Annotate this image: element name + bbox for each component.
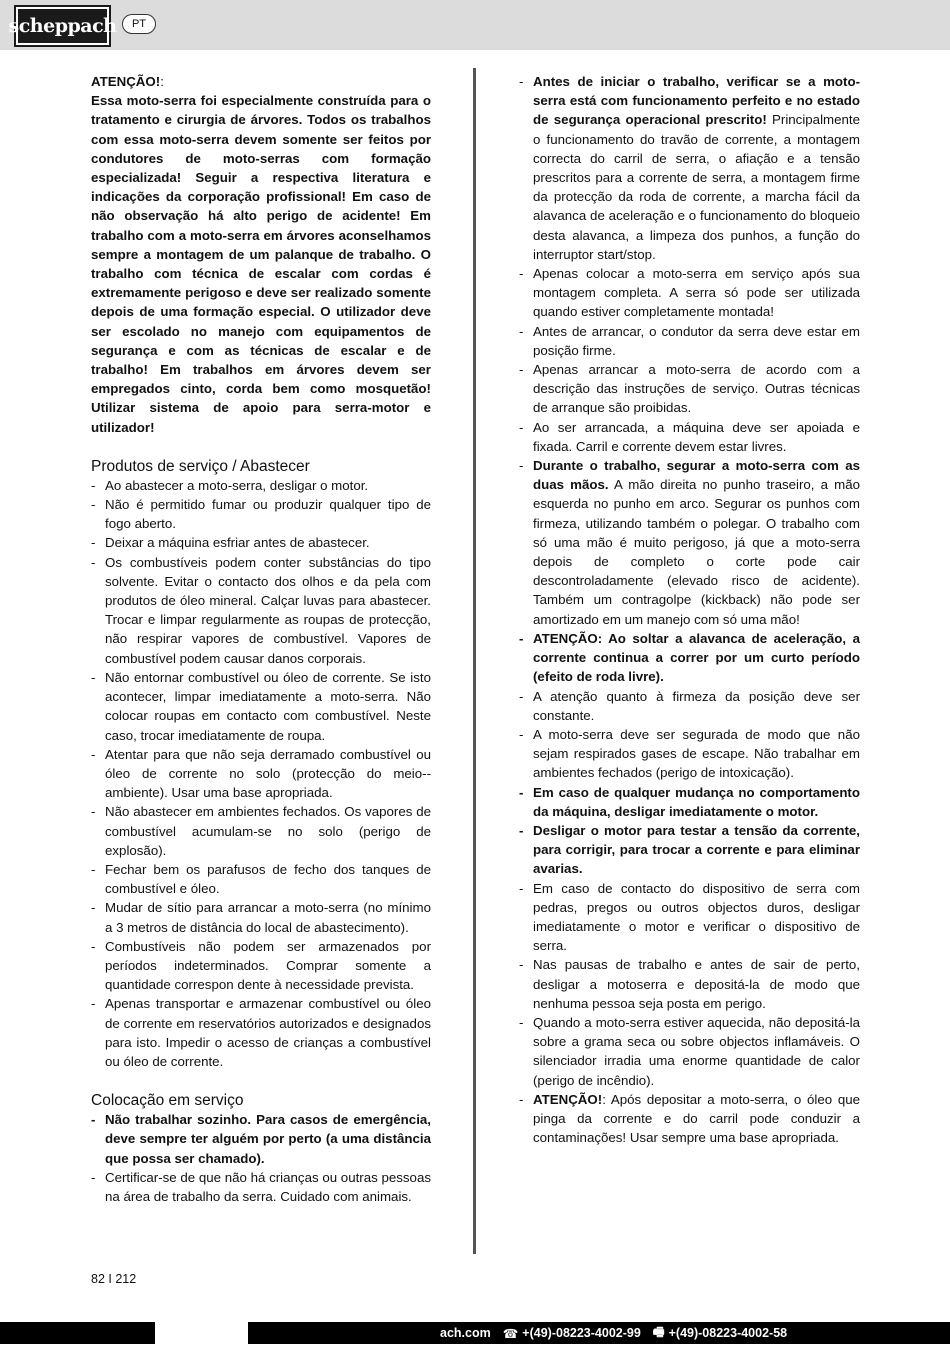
list-item: - Nas pausas de trabalho e antes de sair de perto, desligar a motoserra e depositá-la de modo que nenhuma pessoa seja posta em perigo.	[519, 955, 860, 1013]
list-item: - Não trabalhar sozinho. Para casos de emergência, deve sempre ter alguém por perto (a uma distância que possa ser chamado).	[91, 1110, 431, 1168]
list-item: - Fechar bem os parafusos de fecho dos tanques de combustível e óleo.	[91, 860, 431, 898]
list-item: - Antes de arrancar, o condutor da serra deve estar em posição firme.	[519, 322, 860, 360]
phone-icon: ☎	[502, 1326, 519, 1341]
list-item: - A atenção quanto à firmeza da posição deve ser constante.	[519, 687, 860, 725]
brand-logo: scheppach	[14, 5, 111, 47]
page-footer	[0, 1322, 950, 1344]
list-item: - Desligar o motor para testar a tensão da corrente, para corrigir, para trocar a corrente e para eliminar avarias.	[519, 821, 860, 879]
list-item	[519, 456, 860, 629]
list-item: - A moto-serra deve ser segurada de modo que não sejam respirados gases de escape. Não trabalhar em ambientes fechados (perigo de intoxicação).	[519, 725, 860, 783]
list-item-text: Principalmente o funcionamento do travão de corrente, a montagem correcta do carril de serra, o afiação e a tensão prescritos para a corrente de serra, a montagem firme da protecção da roda de corrente, a marcha fácil da alavanca de aceleração e o funcionamento do bloqueio desta alavanca, a limpeza dos punhos, a função do interruptor start/stop.	[533, 112, 860, 262]
list-item	[519, 72, 860, 264]
list-item: - Não é permitido fumar ou produzir qualquer tipo de fogo aberto.	[91, 495, 431, 533]
language-badge: PT	[122, 14, 156, 34]
list-item: - Combustíveis não podem ser armazenados por períodos indeterminados. Comprar somente a quantidade correspon dente à necessidade prevista.	[91, 937, 431, 995]
list-item-text: A mão direita no punho traseiro, a mão esquerda no punho em arco. Segurar os punhos com firmeza, utilizando também o polegar. O trabalho com só uma mão é muito perigoso, já que a moto-serra depois de completo o corte pode cair descontroladamente (elevado risco de acidente). Também um contragolpe (kickback) não pode ser amortizado em um manejo com só uma mão!	[533, 477, 860, 627]
list-item: - Os combustíveis podem conter substâncias do tipo solvente. Evitar o contacto dos olhos e da pela com produtos de óleo mineral. Calçar luvas para abastecer. Trocar e limpar regularmente as roupas de protecção, não respirar vapores de combustível. Vapores de combustível podem causar danos corporais.	[91, 553, 431, 668]
footer-phone: +(49)-08223-4002-99	[522, 1326, 641, 1340]
fax-icon: 🖷	[652, 1324, 665, 1339]
footer-white-block	[155, 1322, 248, 1344]
right-column	[519, 72, 860, 1147]
list-item: - Em caso de contacto do dispositivo de serra com pedras, pregos ou outros objectos duros, desligar imediatamente o motor e verificar o dispositivo de serra.	[519, 879, 860, 956]
fuel-list	[91, 476, 431, 1071]
list-item: - ATENÇÃO: Ao soltar a alavanca de aceleração, a corrente continua a correr por um curto período (efeito de roda livre).	[519, 629, 860, 687]
list-item-bold: ATENÇÃO!	[533, 1091, 603, 1107]
list-item: - Atentar para que não seja derramado combustível ou óleo de corrente no solo (protecção do meio--ambiente). Usar uma base apropriada.	[91, 745, 431, 803]
warning-text: Essa moto-serra foi especialmente construída para o tratamento e cirurgia de árvores. Todos os trabalhos com essa moto-serra devem somente ser feitos por condutores de moto-serras com formação especializada! Seguir a respectiva literatura e indicações da corporação profissional! Em caso de não observação há alto perigo de acidente! Em trabalho com a moto-serra em árvores aconselhamos sempre a montagem de um palanque de trabalho. O trabalho com técnica de escalar com cordas é extremamente perigoso e deve ser realizado somente depois de uma formação especial. O utilizador deve ser escolado no manejo com equipamentos de segurança e com as técnicas de escalar e de trabalho! Em trabalhos em árvores devem ser empregados cinto, corda bem como mosquetão! Utilizar sistema de apoio para serra-motor e utilizador!	[91, 93, 431, 435]
list-item-text: : Após depositar a moto-serra, o óleo que pinga da corrente e do carril pode conduzir a contaminações! Usar sempre uma base apropriada.	[533, 1091, 860, 1146]
operation-list	[519, 72, 860, 1147]
list-item: - Apenas arrancar a moto-serra de acordo com a descrição das instruções de serviço. Outras técnicas de arranque são proibidas.	[519, 360, 860, 418]
list-item-bold: Antes de iniciar o trabalho, verificar se a moto-serra está com funcionamento perfeito e no estado de segurança operacional prescrito!	[533, 74, 860, 128]
warning-title: ATENÇÃO!	[91, 74, 161, 89]
list-item: - Ao ser arrancada, a máquina deve ser apoiada e fixada. Carril e corrente devem estar livres.	[519, 418, 860, 456]
list-item: - Ao abastecer a moto-serra, desligar o motor.	[91, 476, 431, 495]
footer-contact	[440, 1322, 787, 1344]
list-item-bold: Durante o trabalho, segurar a moto-serra com as duas mãos.	[533, 458, 860, 493]
section-title-fuel: Produtos de serviço / Abastecer	[91, 457, 310, 475]
list-item: - Deixar a máquina esfriar antes de abastecer.	[91, 533, 431, 552]
footer-fax: +(49)-08223-4002-58	[668, 1326, 788, 1340]
list-item: - Apenas colocar a moto-serra em serviço após sua montagem completa. A serra só pode ser utilizada quando estiver completamente montada!	[519, 264, 860, 322]
footer-web: ach.com	[440, 1326, 491, 1340]
section-title-startup: Colocação em serviço	[91, 1092, 244, 1110]
list-item: - Quando a moto-serra estiver aquecida, não depositá-la sobre a grama seca ou sobre objectos inflamáveis. O silenciador irradia uma enorme quantidade de calor (perigo de incêndio).	[519, 1013, 860, 1090]
warning-block	[91, 72, 431, 437]
list-item: - Em caso de qualquer mudança no comportamento da máquina, desligar imediatamente o motor.	[519, 783, 860, 821]
list-item: - Não abastecer em ambientes fechados. Os vapores de combustível acumulam-se no solo (perigo de explosão).	[91, 802, 431, 860]
column-divider	[473, 68, 476, 1254]
list-item: - Mudar de sítio para arrancar a moto-serra (no mínimo a 3 metros de distância do local de abastecimento).	[91, 898, 431, 936]
page-header	[0, 0, 950, 50]
left-column	[91, 72, 431, 1206]
startup-list	[91, 1110, 431, 1206]
warning-title-suffix: :	[160, 74, 164, 89]
list-item: - Certificar-se de que não há crianças ou outras pessoas na área de trabalho da serra. Cuidado com animais.	[91, 1168, 431, 1206]
page-number: 82 I 212	[91, 1272, 137, 1286]
list-item: - Apenas transportar e armazenar combustível ou óleo de corrente em reservatórios autorizados e designados para isto. Impedir o acesso de crianças a combustível ou óleo de corrente.	[91, 994, 431, 1071]
list-item: - Não entornar combustível ou óleo de corrente. Se isto acontecer, limpar imediatamente a moto-serra. Não colocar roupas em contacto com combustível. Neste caso, trocar imediatamente de roupa.	[91, 668, 431, 745]
list-item	[519, 1090, 860, 1148]
